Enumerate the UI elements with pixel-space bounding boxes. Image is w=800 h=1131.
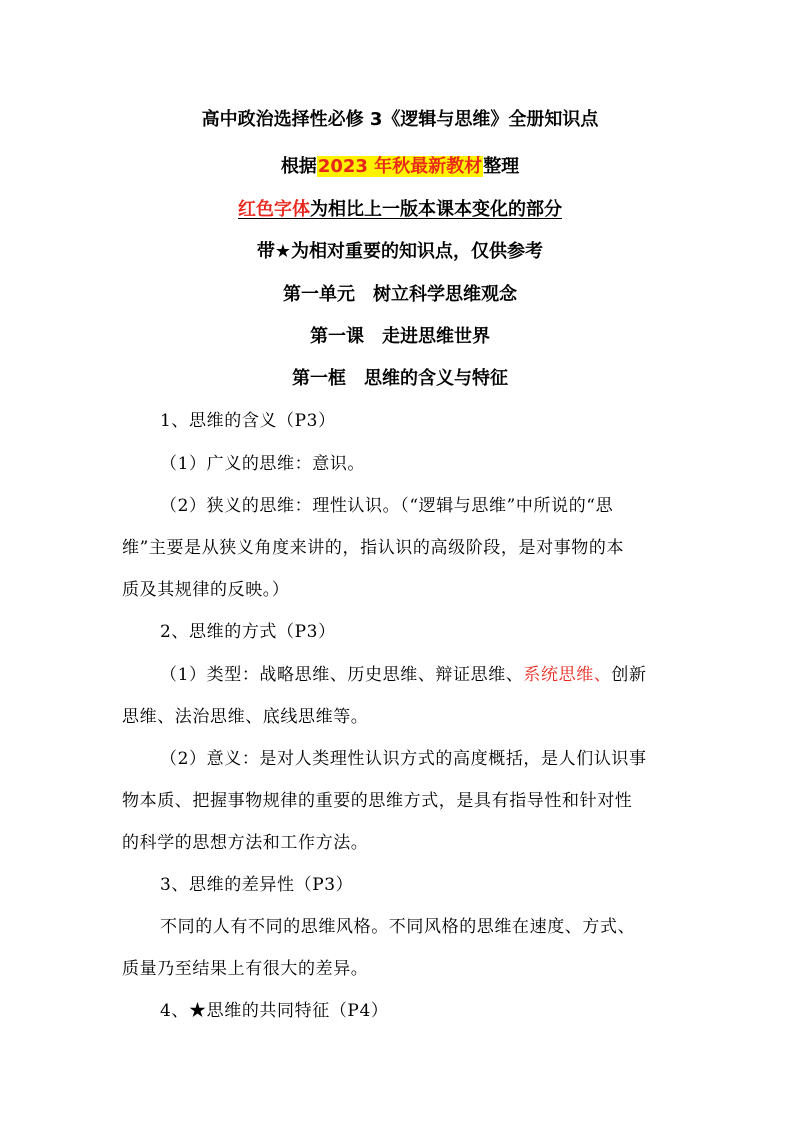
subtitle-prefix: 根据 bbox=[280, 156, 317, 177]
section-1-item-2-line-1: （2）狭义的思维：理性认识。（“逻辑与思维”中所说的“思 bbox=[160, 496, 614, 516]
section-2-item-1-new-text: 系统思维、 bbox=[523, 665, 612, 685]
section-3-line-1: 不同的人有不同的思维风格。不同风格的思维在速度、方式、 bbox=[160, 917, 636, 937]
section-2-title: 2、思维的方式（P3） bbox=[160, 622, 336, 642]
change-note-red: 红色字体 bbox=[238, 199, 310, 220]
section-1-item-2-line-2: 维”主要是从狭义角度来讲的，指认识的高级阶段，是对事物的本 bbox=[122, 538, 625, 558]
section-1-title: 1、思维的含义（P3） bbox=[160, 411, 336, 431]
document-title: 高中政治选择性必修 3《逻辑与思维》全册知识点 bbox=[201, 109, 599, 130]
section-1-item-1: （1）广义的思维：意识。 bbox=[160, 454, 366, 474]
lesson-heading: 第一课 走进思维世界 bbox=[310, 326, 490, 347]
section-3-title: 3、思维的差异性（P3） bbox=[160, 875, 354, 895]
unit-heading: 第一单元 树立科学思维观念 bbox=[283, 284, 517, 305]
section-1-item-2-line-3: 质及其规律的反映。） bbox=[122, 580, 290, 600]
section-2-item-1-text-a: （1）类型：战略思维、历史思维、辩证思维、 bbox=[160, 665, 524, 685]
section-2-item-1-line-1 bbox=[160, 662, 647, 688]
star-note: 带★为相对重要的知识点，仅供参考 bbox=[256, 241, 544, 262]
section-2-item-1-text-b: 创新 bbox=[611, 665, 647, 685]
frame-heading: 第一框 思维的含义与特征 bbox=[292, 368, 508, 389]
section-2-item-1-line-2: 思维、法治思维、底线思维等。 bbox=[122, 707, 369, 727]
change-note-line bbox=[0, 197, 800, 223]
section-3-line-2: 质量乃至结果上有很大的差异。 bbox=[122, 959, 369, 979]
section-2-item-2-line-2: 物本质、把握事物规律的重要的思维方式，是具有指导性和针对性 bbox=[122, 791, 633, 811]
subtitle-highlight: 2023 年秋最新教材 bbox=[317, 156, 483, 177]
section-2-item-2-line-3: 的科学的思想方法和工作方法。 bbox=[122, 833, 369, 853]
section-2-item-2-line-1 bbox=[160, 746, 647, 772]
subtitle-suffix: 整理 bbox=[483, 156, 520, 177]
section-2-item-2-text: （2）意义：是对人类理性认识方式的高度概括，是人们认识事 bbox=[160, 749, 647, 769]
section-4-title: 4、★思维的共同特征（P4） bbox=[160, 1001, 389, 1021]
change-note-rest: 为相比上一版本课本变化的部分 bbox=[310, 199, 562, 220]
change-note bbox=[238, 199, 562, 220]
subtitle-line bbox=[0, 154, 800, 180]
